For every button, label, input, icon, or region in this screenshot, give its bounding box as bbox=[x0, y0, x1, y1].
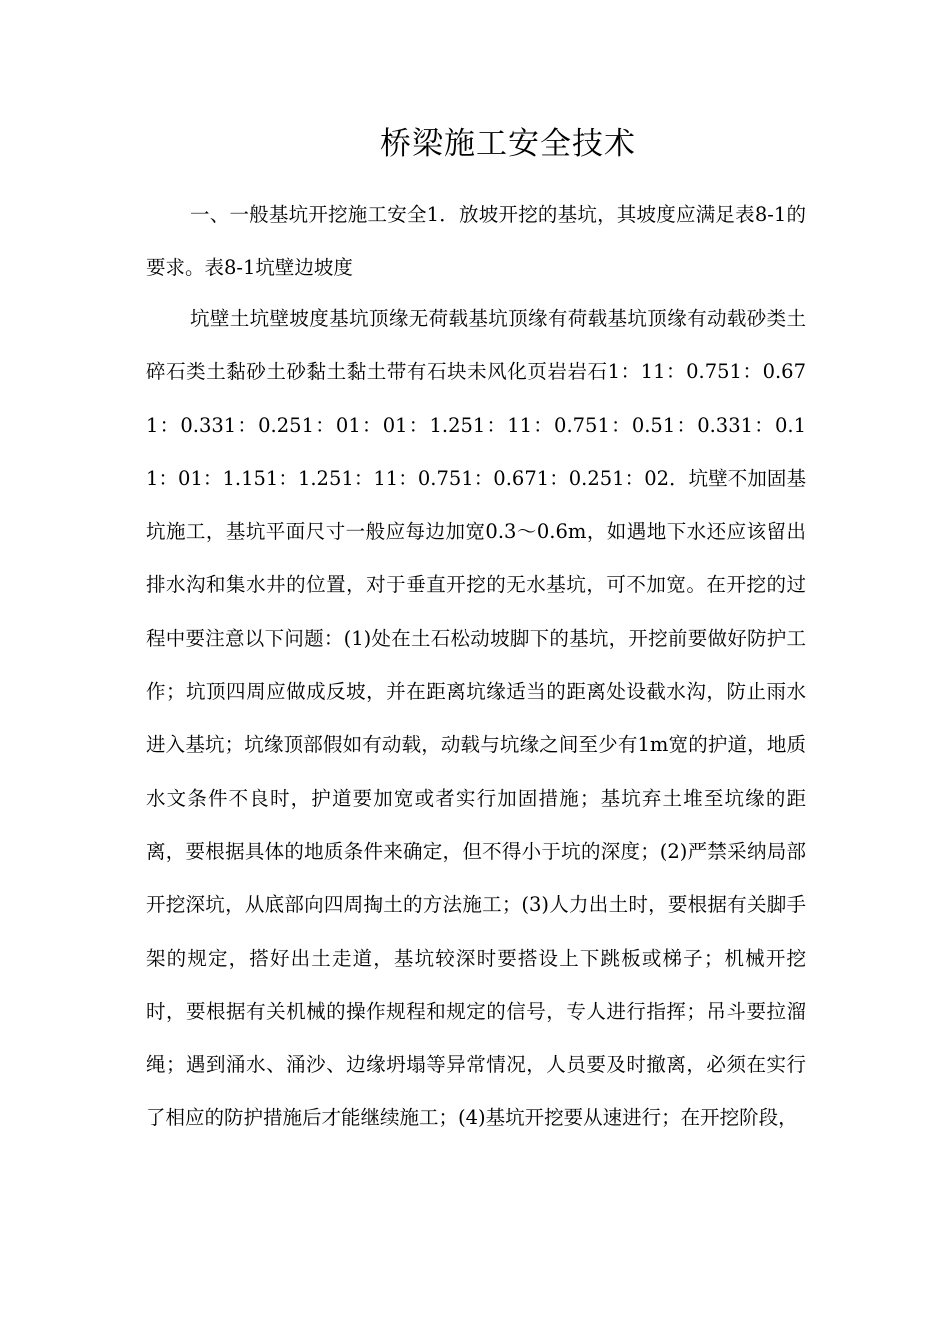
document-title: 桥梁施工安全技术 bbox=[380, 126, 636, 162]
paragraph-2: 坑壁土坑壁坡度基坑顶缘无荷载基坑顶缘有荷载基坑顶缘有动载砂类土碎石类土黏砂土砂黏土黏土带有石块未风化页岩岩石1：11：0.751：0.671：0.331：0.251：01：01：1.251：11：0.751：0.51：0.331：0.11：01：1.151：1.251：11：0.751：0.671：0.251：02．坑壁不加固基坑施工，基坑平面尺寸一般应每边加宽0.3～0.6m，如遇地下水还应该留出排水沟和集水井的位置，对于垂直开挖的无水基坑，可不加宽。在开挖的过程中要注意以下问题：(1)处在土石松动坡脚下的基坑，开挖前要做好防护工作；坑顶四周应做成反坡，并在距离坑缘适当的距离处设截水沟，防止雨水进入基坑；坑缘顶部假如有动载，动载与坑缘之间至少有1m宽的护道，地质水文条件不良时，护道要加宽或者实行加固措施；基坑弃土堆至坑缘的距离，要根据具体的地质条件来确定，但不得小于坑的深度；(2)严禁采纳局部开挖深坑，从底部向四周掏土的方法施工；(3)人力出土时，要根据有关脚手架的规定，搭好出土走道，基坑较深时要搭设上下跳板或梯子；机械开挖时，要根据有关机械的操作规程和规定的信号，专人进行指挥；吊斗要拉溜绳；遇到涌水、涌沙、边缘坍塌等异常情况，人员要及时撤离，必须在实行了相应的防护措施后才能继续施工；(4)基坑开挖要从速进行；在开挖阶段， bbox=[146, 307, 806, 1130]
paragraph-1: 一、一般基坑开挖施工安全1．放坡开挖的基坑，其坡度应满足表8-1的要求。表8-1坑壁边坡度 bbox=[146, 203, 806, 280]
